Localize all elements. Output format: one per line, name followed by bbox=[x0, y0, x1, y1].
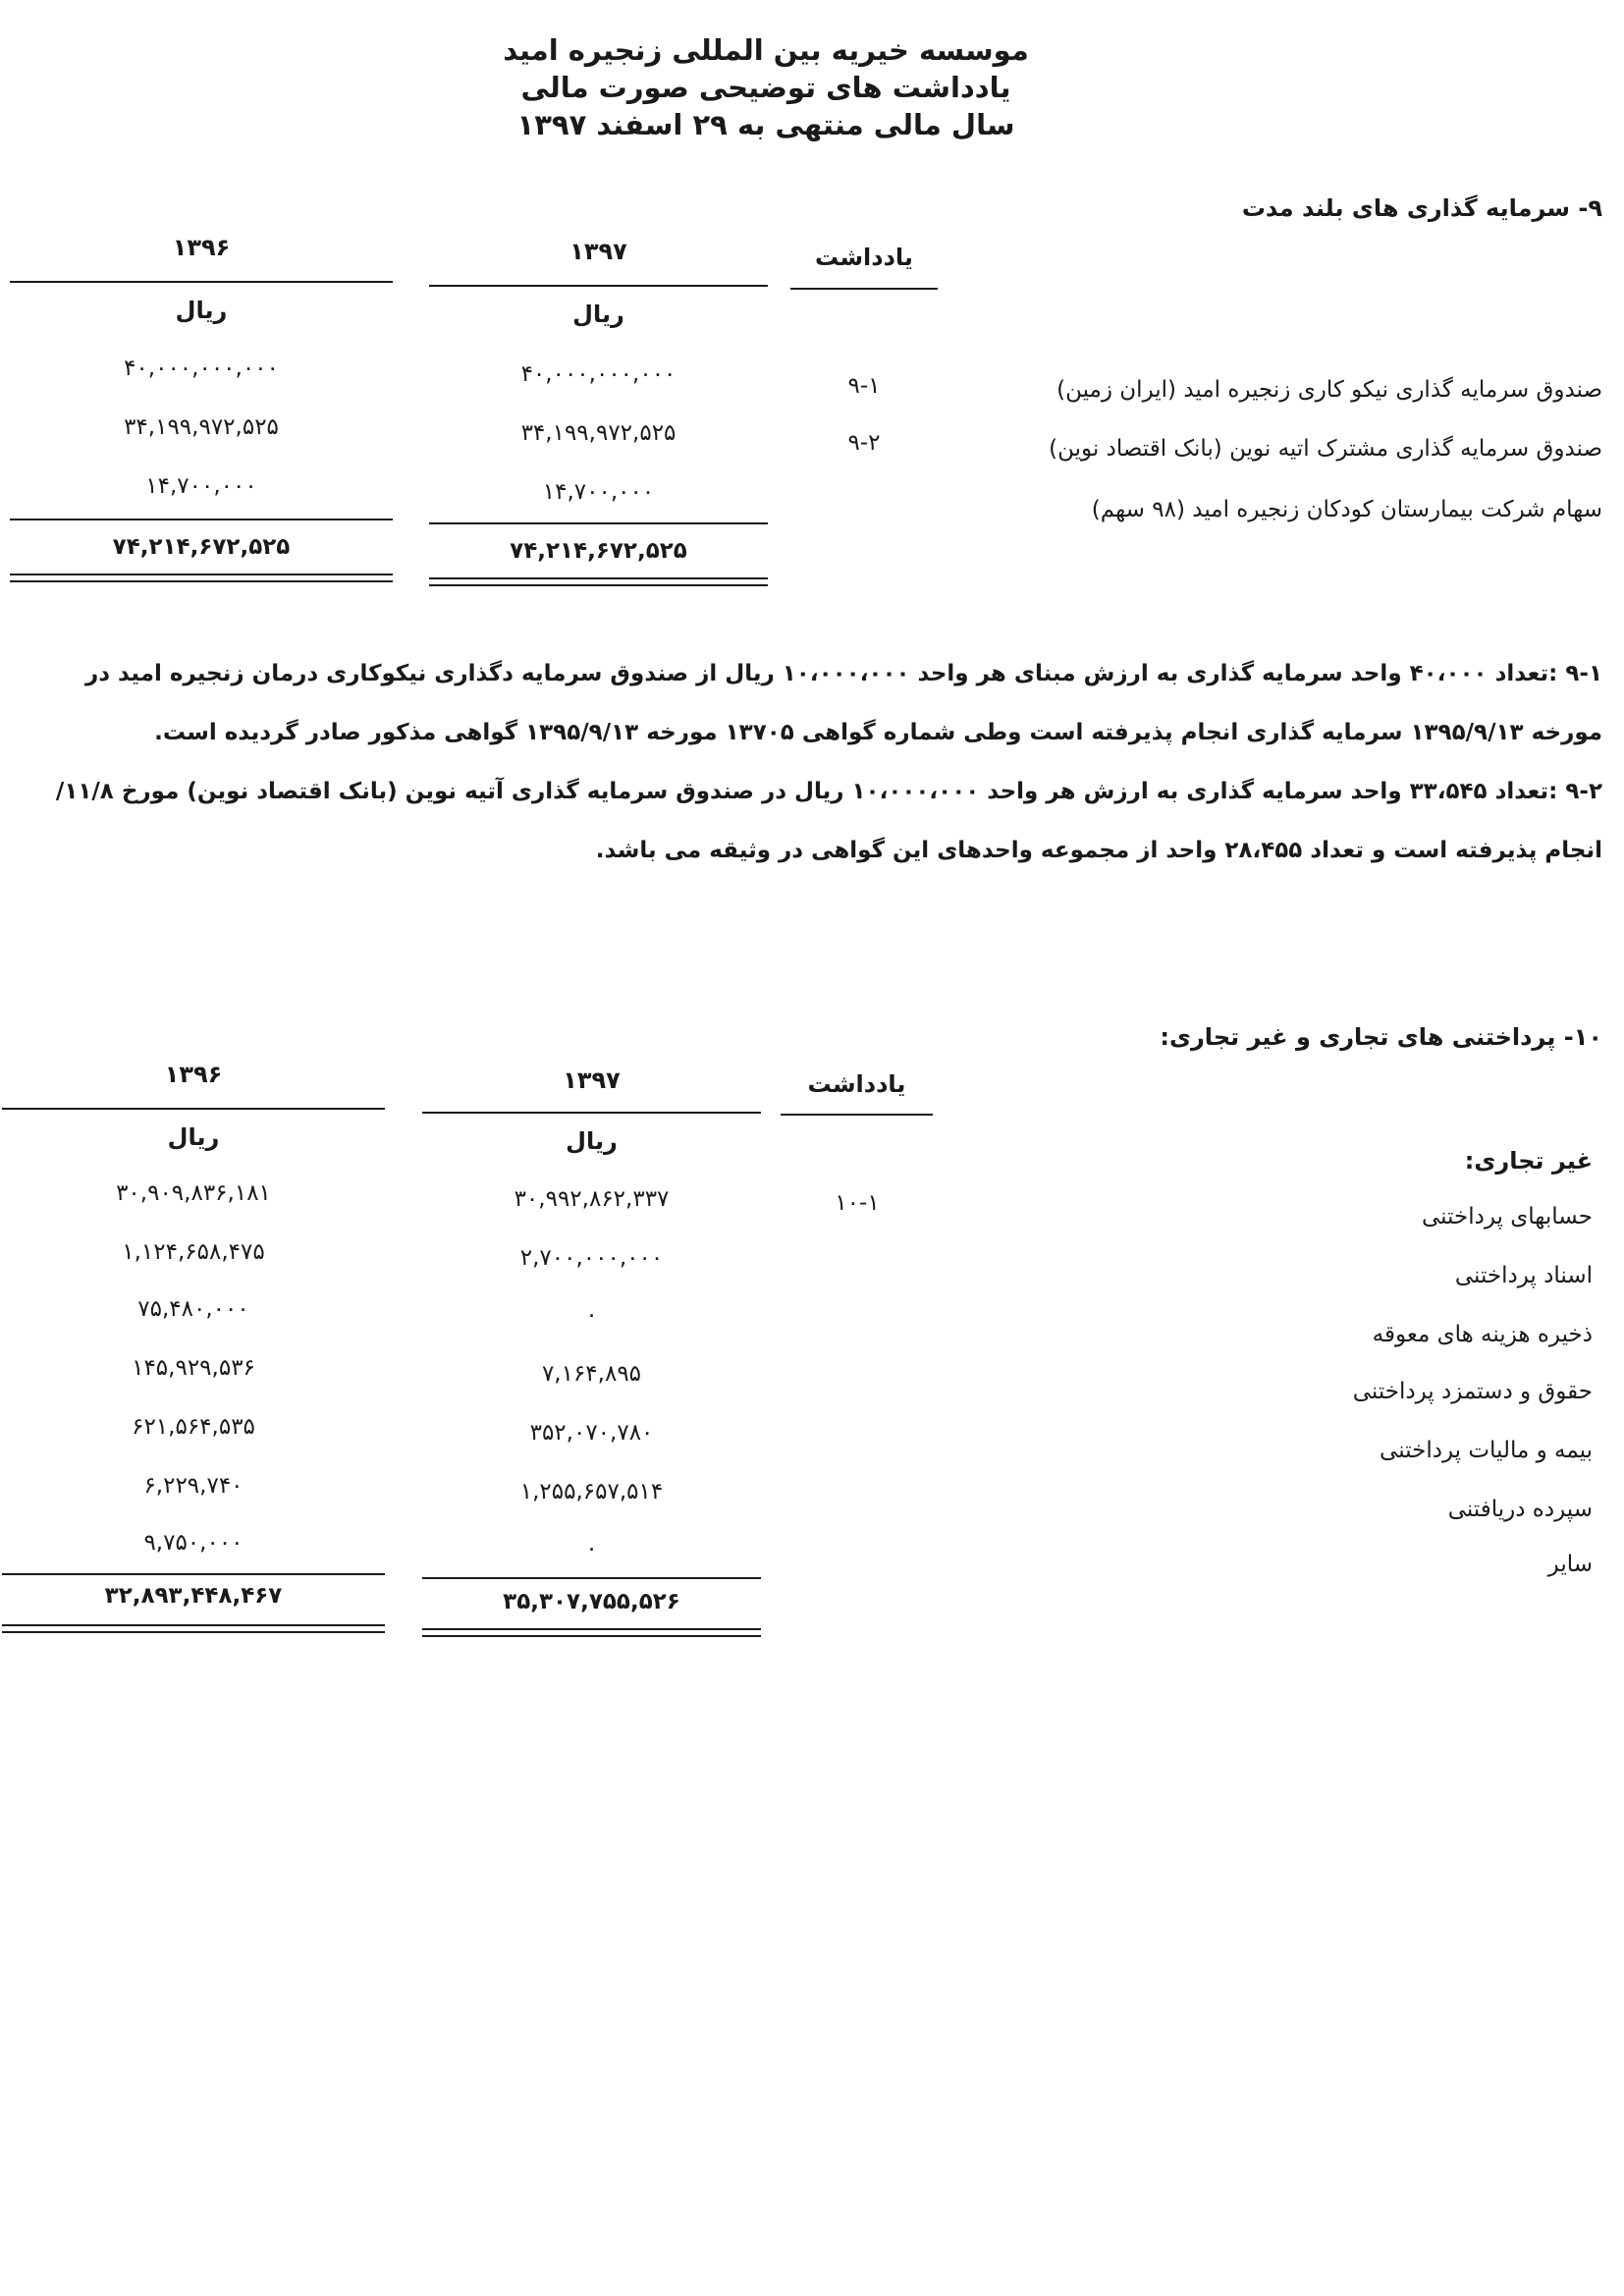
s9-col-1397: ۱۳۹۷ bbox=[569, 238, 627, 265]
s10-total-double-rule-1396 bbox=[2, 1624, 385, 1633]
s10-currency-1397: ریال bbox=[566, 1127, 618, 1155]
s10-row-value-1397: ۰ bbox=[585, 1302, 598, 1328]
s10-row-value-1396: ۳۰,۹۰۹,۸۳۶,۱۸۱ bbox=[116, 1180, 271, 1206]
s10-subtotal-rule-1396 bbox=[2, 1573, 385, 1575]
s10-row-note: ۱۰-۱ bbox=[835, 1190, 880, 1216]
note-9-2-line-2: انجام پذیرفته است و تعداد ۲۸،۴۵۵ واحد از مجموعه واحدهای این گواهی در وثیقه می باشد. bbox=[595, 838, 1602, 863]
s10-row-value-1396: ۶,۲۲۹,۷۴۰ bbox=[143, 1473, 244, 1499]
s10-row-value-1396: ۱۴۵,۹۲۹,۵۳۶ bbox=[132, 1355, 255, 1381]
s10-row-value-1396: ۷۵,۴۸۰,۰۰۰ bbox=[137, 1296, 249, 1322]
note-9-1-line-1: ۹-۱ :تعداد ۴۰،۰۰۰ واحد سرمایه گذاری به ارزش مبنای هر واحد ۱۰،۰۰۰،۰۰۰ ریال از صندوق سرمایه دگذاری نیکوکاری درمان زنجیره امید در bbox=[85, 661, 1602, 686]
section-10-heading: ۱۰- پرداختنی های تجاری و غیر تجاری: bbox=[1160, 1023, 1602, 1051]
s10-row-label: بیمه و مالیات پرداختنی bbox=[1380, 1438, 1593, 1463]
doc-subtitle: یادداشت های توضیحی صورت مالی bbox=[520, 71, 1011, 104]
s10-col-1397: ۱۳۹۷ bbox=[563, 1066, 621, 1094]
s10-row-label: ذخیره هزینه های معوقه bbox=[1372, 1322, 1593, 1347]
note-9-2-line-1: ۹-۲ :تعداد ۳۳،۵۴۵ واحد سرمایه گذاری به ارزش هر واحد ۱۰،۰۰۰،۰۰۰ ریال در صندوق سرمایه گذاری آتیه نوین (بانک اقتصاد نوین) مورخ ۱۱/۸/ bbox=[55, 779, 1602, 804]
s10-row-label: حسابهای پرداختنی bbox=[1421, 1204, 1593, 1230]
s9-row-value-1396: ۱۴,۷۰۰,۰۰۰ bbox=[145, 473, 257, 499]
s10-row-label: سپرده دریافتنی bbox=[1447, 1497, 1593, 1522]
s9-row-value-1397: ۱۴,۷۰۰,۰۰۰ bbox=[542, 479, 655, 505]
s9-subtotal-rule-1396 bbox=[10, 519, 393, 520]
s9-row-note: ۹-۱ bbox=[847, 373, 881, 399]
section-9-heading: ۹- سرمایه گذاری های بلند مدت bbox=[1241, 194, 1602, 222]
s10-row-value-1396: ۶۲۱,۵۶۴,۵۳۵ bbox=[132, 1414, 255, 1440]
s10-col-note: یادداشت bbox=[807, 1070, 906, 1098]
s9-notes bbox=[29, 644, 1602, 880]
s10-row-value-1397: ۰ bbox=[585, 1536, 598, 1561]
s10-total-1397: ۳۵,۳۰۷,۷۵۵,۵۲۶ bbox=[503, 1589, 680, 1614]
s10-rule-1396 bbox=[2, 1108, 385, 1110]
s10-col-1396: ۱۳۹۶ bbox=[164, 1061, 223, 1088]
s10-row-value-1396: ۱,۱۲۴,۶۵۸,۴۷۵ bbox=[122, 1239, 265, 1265]
s10-row-value-1397: ۱,۲۵۵,۶۵۷,۵۱۴ bbox=[519, 1479, 664, 1504]
s9-row-value-1397: ۳۴,۱۹۹,۹۷۲,۵۲۵ bbox=[520, 420, 677, 446]
s9-total-double-rule-1397 bbox=[429, 577, 768, 586]
s9-col-note: یادداشت bbox=[815, 244, 913, 271]
s9-rule-1397 bbox=[429, 285, 768, 287]
s10-rule-note bbox=[781, 1114, 933, 1116]
s9-subtotal-rule-1397 bbox=[429, 522, 768, 524]
s9-total-1397: ۷۴,۲۱۴,۶۷۲,۵۲۵ bbox=[510, 538, 687, 564]
s9-row-value-1396: ۳۴,۱۹۹,۹۷۲,۵۲۵ bbox=[124, 414, 279, 440]
s9-row-note: ۹-۲ bbox=[847, 430, 881, 456]
s9-row-label: صندوق سرمایه گذاری نیکو کاری زنجیره امید (ایران زمین) bbox=[1056, 377, 1602, 403]
s9-total-1396: ۷۴,۲۱۴,۶۷۲,۵۲۵ bbox=[112, 534, 291, 560]
s9-rule-note bbox=[790, 288, 938, 290]
s9-currency-1397: ریال bbox=[572, 301, 624, 328]
s9-row-label: صندوق سرمایه گذاری مشترک اتیه نوین (بانک اقتصاد نوین) bbox=[1049, 436, 1602, 462]
s9-row-label: سهام شرکت بیمارستان کودکان زنجیره امید (۹۸ سهم) bbox=[1091, 497, 1602, 522]
s10-row-value-1397: ۷,۱۶۴,۸۹۵ bbox=[541, 1361, 642, 1387]
s10-row-value-1397: ۳۰,۹۹۲,۸۶۲,۳۳۷ bbox=[514, 1186, 670, 1212]
s10-subtotal-rule-1397 bbox=[422, 1577, 761, 1579]
s10-row-value-1396: ۹,۷۵۰,۰۰۰ bbox=[143, 1530, 244, 1556]
s10-row-value-1397: ۲,۷۰۰,۰۰۰,۰۰۰ bbox=[519, 1245, 664, 1271]
s10-row-label: حقوق و دستمزد پرداختنی bbox=[1352, 1379, 1593, 1404]
s10-row-label: اسناد پرداختنی bbox=[1454, 1263, 1593, 1288]
fiscal-period: سال مالی منتهی به ۲۹ اسفند ۱۳۹۷ bbox=[516, 108, 1015, 141]
s9-currency-1396: ریال bbox=[175, 297, 228, 324]
org-title: موسسه خیریه بین المللی زنجیره امید bbox=[503, 33, 1029, 67]
s10-row-label: سایر bbox=[1547, 1552, 1593, 1577]
s9-rule-1396 bbox=[10, 281, 393, 283]
s10-total-double-rule-1397 bbox=[422, 1628, 761, 1637]
note-9-1-line-2: مورخه ۱۳۹۵/۹/۱۳ سرمایه گذاری انجام پذیرفته است وطی شماره گواهی ۱۳۷۰۵ مورخه ۱۳۹۵/۹/۱۳ گواهی مذکور صادر گردیده است. bbox=[154, 720, 1602, 745]
s9-row-value-1397: ۴۰,۰۰۰,۰۰۰,۰۰۰ bbox=[520, 361, 677, 387]
s10-row-value-1397: ۳۵۲,۰۷۰,۷۸۰ bbox=[529, 1420, 654, 1446]
s9-total-double-rule-1396 bbox=[10, 574, 393, 582]
s10-total-1396: ۳۲,۸۹۳,۴۴۸,۴۶۷ bbox=[104, 1583, 283, 1609]
s10-subheading: غیر تجاری: bbox=[1464, 1147, 1593, 1175]
s9-row-value-1396: ۴۰,۰۰۰,۰۰۰,۰۰۰ bbox=[124, 355, 279, 381]
s10-currency-1396: ریال bbox=[167, 1123, 220, 1151]
s10-rule-1397 bbox=[422, 1112, 761, 1114]
s9-col-1396: ۱۳۹۶ bbox=[172, 234, 231, 261]
document-header bbox=[491, 31, 1041, 143]
